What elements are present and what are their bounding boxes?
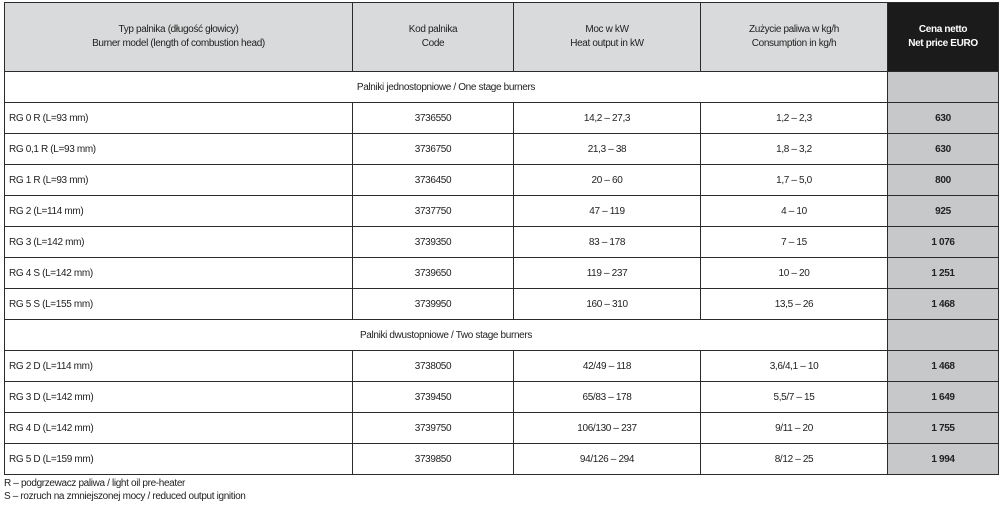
cell-code: 3736550 [353, 103, 514, 134]
cell-code: 3739650 [353, 258, 514, 289]
cell-price: 1 994 [888, 444, 999, 475]
cell-model: RG 1 R (L=93 mm) [5, 165, 353, 196]
cell-consumption: 3,6/4,1 – 10 [701, 351, 888, 382]
cell-consumption: 1,8 – 3,2 [701, 134, 888, 165]
table-body [5, 72, 999, 475]
table-row [5, 103, 999, 134]
cell-output: 83 – 178 [514, 227, 701, 258]
header-output-en: Heat output in kW [570, 38, 644, 49]
cell-price: 1 468 [888, 351, 999, 382]
footnotes [4, 477, 998, 503]
section-price-spacer [888, 320, 999, 351]
section-header-row [5, 72, 999, 103]
table-row [5, 444, 999, 475]
cell-output: 65/83 – 178 [514, 382, 701, 413]
cell-consumption: 8/12 – 25 [701, 444, 888, 475]
table-row [5, 196, 999, 227]
cell-model: RG 4 D (L=142 mm) [5, 413, 353, 444]
header-model-en: Burner model (length of combustion head) [92, 38, 265, 49]
header-consumption-pl: Zużycie paliwa w kg/h [749, 24, 839, 35]
table-row [5, 351, 999, 382]
cell-output: 106/130 – 237 [514, 413, 701, 444]
header-price-en: Net price EURO [908, 38, 978, 49]
cell-consumption: 1,7 – 5,0 [701, 165, 888, 196]
header-code [353, 3, 514, 72]
header-consumption [701, 3, 888, 72]
table-row [5, 134, 999, 165]
header-code-en: Code [421, 38, 445, 49]
cell-output: 42/49 – 118 [514, 351, 701, 382]
header-consumption-en: Consumption in kg/h [751, 38, 837, 49]
cell-output: 47 – 119 [514, 196, 701, 227]
cell-code: 3739950 [353, 289, 514, 320]
cell-price: 1 755 [888, 413, 999, 444]
header-output [514, 3, 701, 72]
cell-price: 630 [888, 103, 999, 134]
cell-code: 3736750 [353, 134, 514, 165]
cell-consumption: 4 – 10 [701, 196, 888, 227]
table-header-row [5, 3, 999, 72]
cell-code: 3738050 [353, 351, 514, 382]
cell-output: 14,2 – 27,3 [514, 103, 701, 134]
cell-consumption: 9/11 – 20 [701, 413, 888, 444]
header-model-pl: Typ palnika (długość głowicy) [118, 24, 239, 35]
cell-code: 3739850 [353, 444, 514, 475]
table-row [5, 289, 999, 320]
cell-output: 160 – 310 [514, 289, 701, 320]
header-code-pl: Kod palnika [408, 24, 458, 35]
table-row [5, 382, 999, 413]
section-title: Palniki jednostopniowe / One stage burners [5, 72, 888, 103]
table-row [5, 227, 999, 258]
cell-price: 800 [888, 165, 999, 196]
section-price-spacer [888, 72, 999, 103]
cell-code: 3739450 [353, 382, 514, 413]
cell-price: 1 468 [888, 289, 999, 320]
cell-consumption: 5,5/7 – 15 [701, 382, 888, 413]
cell-code: 3737750 [353, 196, 514, 227]
cell-code: 3736450 [353, 165, 514, 196]
cell-output: 119 – 237 [514, 258, 701, 289]
cell-model: RG 4 S (L=142 mm) [5, 258, 353, 289]
cell-consumption: 13,5 – 26 [701, 289, 888, 320]
cell-output: 94/126 – 294 [514, 444, 701, 475]
header-price-pl: Cena netto [918, 24, 968, 35]
cell-model: RG 3 D (L=142 mm) [5, 382, 353, 413]
section-header-row [5, 320, 999, 351]
header-output-pl: Moc w kW [585, 24, 629, 35]
footnote-s: S – rozruch na zmniejszonej mocy / reduced output ignition [4, 491, 246, 502]
header-price [888, 3, 999, 72]
cell-model: RG 2 (L=114 mm) [5, 196, 353, 227]
cell-price: 1 076 [888, 227, 999, 258]
header-model [5, 3, 353, 72]
table-row [5, 165, 999, 196]
cell-output: 20 – 60 [514, 165, 701, 196]
cell-consumption: 7 – 15 [701, 227, 888, 258]
cell-code: 3739750 [353, 413, 514, 444]
cell-model: RG 0,1 R (L=93 mm) [5, 134, 353, 165]
cell-price: 1 251 [888, 258, 999, 289]
cell-price: 630 [888, 134, 999, 165]
cell-price: 1 649 [888, 382, 999, 413]
cell-output: 21,3 – 38 [514, 134, 701, 165]
table-row [5, 258, 999, 289]
cell-consumption: 1,2 – 2,3 [701, 103, 888, 134]
table-row [5, 413, 999, 444]
cell-model: RG 2 D (L=114 mm) [5, 351, 353, 382]
section-title: Palniki dwustopniowe / Two stage burners [5, 320, 888, 351]
cell-model: RG 0 R (L=93 mm) [5, 103, 353, 134]
burner-price-table [4, 2, 999, 475]
footnote-r: R – podgrzewacz paliwa / light oil pre-heater [4, 478, 186, 489]
cell-price: 925 [888, 196, 999, 227]
price-list-page [4, 2, 998, 503]
cell-consumption: 10 – 20 [701, 258, 888, 289]
cell-model: RG 5 D (L=159 mm) [5, 444, 353, 475]
cell-code: 3739350 [353, 227, 514, 258]
cell-model: RG 3 (L=142 mm) [5, 227, 353, 258]
cell-model: RG 5 S (L=155 mm) [5, 289, 353, 320]
